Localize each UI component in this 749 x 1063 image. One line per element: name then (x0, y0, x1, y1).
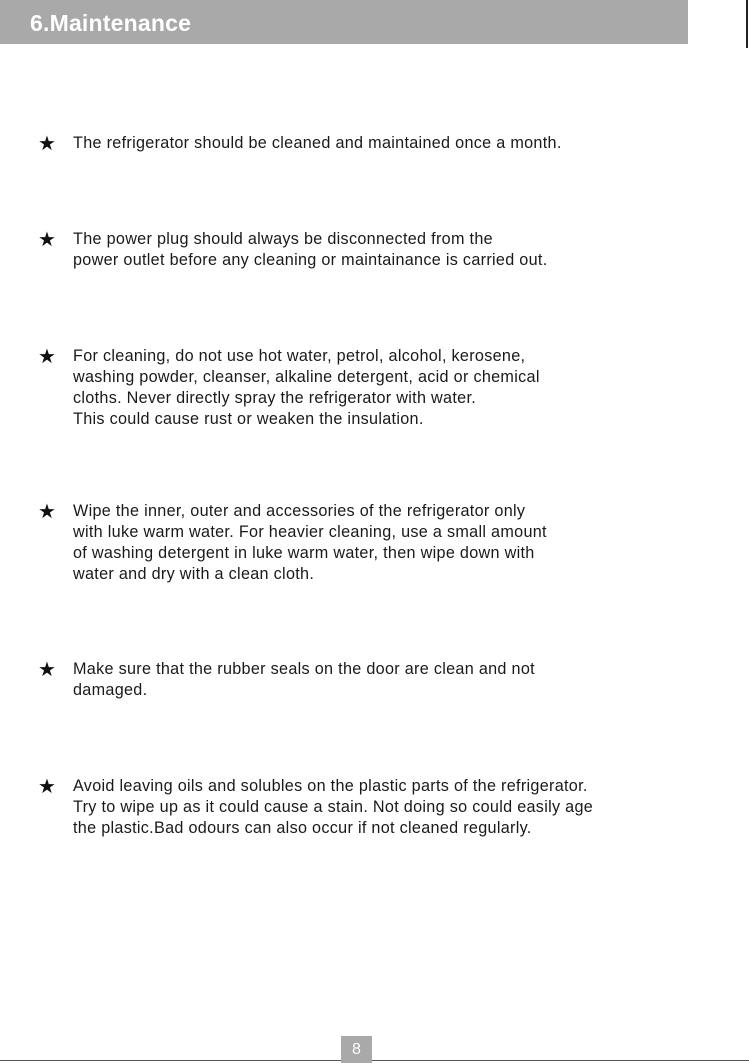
item-text-line: washing powder, cleanser, alkaline detergent, acid or chemical (73, 368, 540, 386)
item-text-line: The power plug should always be disconnected from the (73, 230, 493, 248)
page-edge-line (746, 0, 748, 48)
star-icon: ★ (38, 346, 56, 368)
star-icon: ★ (38, 229, 56, 251)
item-text-line: water and dry with a clean cloth. (73, 565, 315, 583)
item-text-line: Try to wipe up as it could cause a stain. Not doing so could easily age (73, 798, 594, 816)
item-text-line: with luke warm water. For heavier cleaning, use a small amount (73, 523, 547, 541)
item-text-line: Wipe the inner, outer and accessories of the refrigerator only (73, 502, 526, 520)
star-icon: ★ (38, 133, 56, 155)
item-text-line: damaged. (73, 681, 148, 699)
item-text-line: cloths. Never directly spray the refrigerator with water. (73, 389, 477, 407)
item-text-line: Avoid leaving oils and solubles on the plastic parts of the refrigerator. (73, 777, 588, 795)
item-text-line: The refrigerator should be cleaned and maintained once a month. (73, 134, 562, 152)
footer-rule (0, 1060, 749, 1061)
item-text-line: For cleaning, do not use hot water, petrol, alcohol, kerosene, (73, 347, 526, 365)
item-text-line: power outlet before any cleaning or maintainance is carried out. (73, 251, 548, 269)
page-number-badge (341, 1036, 372, 1063)
page-number: 8 (352, 1041, 361, 1058)
section-title: 6.Maintenance (30, 10, 192, 36)
item-text-line: Make sure that the rubber seals on the door are clean and not (73, 660, 535, 678)
star-icon: ★ (38, 776, 56, 798)
item-text-line: This could cause rust or weaken the insulation. (73, 410, 424, 428)
item-text-line: the plastic.Bad odours can also occur if not cleaned regularly. (73, 819, 532, 837)
star-icon: ★ (38, 501, 56, 523)
item-text-line: of washing detergent in luke warm water, then wipe down with (73, 544, 535, 562)
star-icon: ★ (38, 659, 56, 681)
section-header-bar (0, 0, 688, 44)
